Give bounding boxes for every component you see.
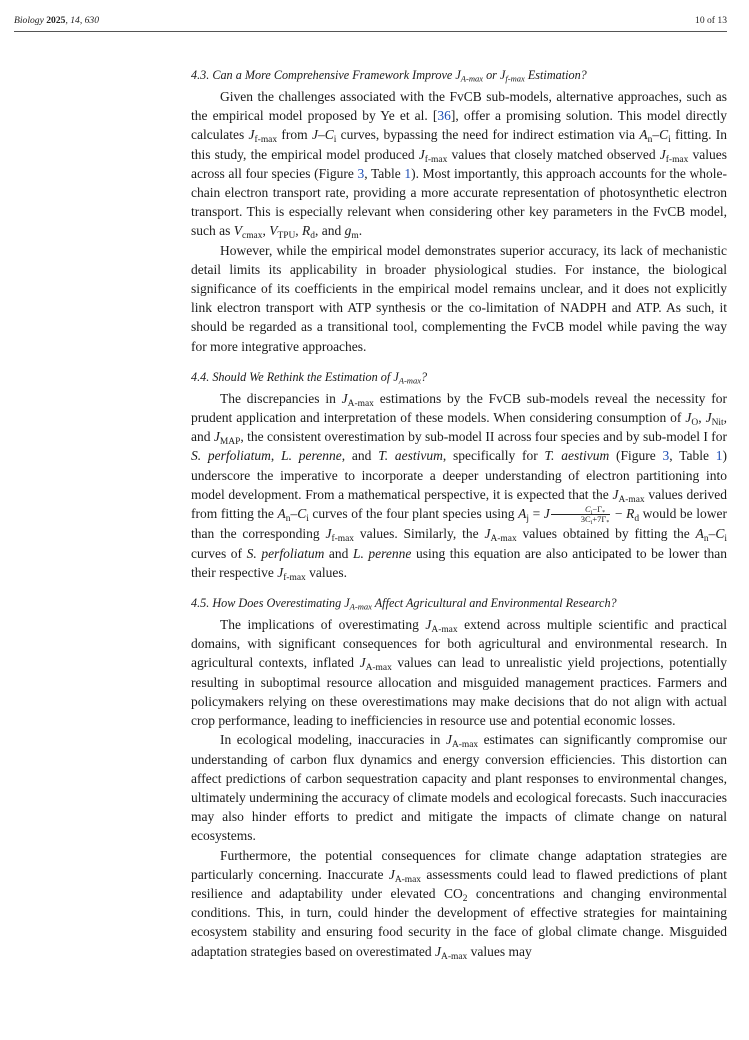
header-rule (14, 31, 727, 32)
table-link-1[interactable]: 1 (715, 448, 723, 464)
equation-fraction: $\frac{C_i-\Gamma_*}{3C_i+7\Gamma_*}$ (551, 505, 611, 524)
section-heading-4-5: 4.5. How Does Overestimating $J_{A-max}$ Affect Agricultural and Environmental Research? (191, 596, 617, 612)
paragraph: The implications of overestimating $J_{A-max}$ extend across multiple scientific and practical domains, with significant consequences for both agricultural and environmental research. In agricultural contexts, inflated $J_{A-max}$ values can lead to unrealistic yield projections, potentially resulting in suboptimal resource allocation and misguided management practices. Farmers and policymakers relying on these overestimations may make decisions that do not align with actual crop performance, leading to inefficiencies in resource use and potential economic losses. (191, 617, 727, 729)
page-number: 10 of 13 (695, 15, 727, 26)
article-body (191, 66, 727, 961)
journal-citation: Biology 2025, 14, 630 (14, 15, 100, 26)
table-link-1[interactable]: 1 (404, 165, 412, 181)
paragraph: Furthermore, the potential consequences for climate change adaptation strategies are particularly concerning. Inaccurate $J_{A-max}$ assessments could lead to flawed predictions of plant resilience and adaptability under elevated $CO_2$ concentrations and changing environmental conditions. This, in turn, could hinder the development of effective strategies for maintaining ecosystem stability and ensuring food security in the face of global climate change. Misguided adaptation strategies based on overestimated $J_{A-max}$ values may (191, 847, 728, 962)
section-heading-4-3: 4.3. Can a More Comprehensive Framework Improve $J_{A-max}$ or $J_{f-max}$ Estimation? (191, 68, 587, 84)
paragraph: The discrepancies in $J_{A-max}$ estimations by the FvCB sub-models reveal the necessity for prudent application and interpretation of these models. When considering consumption of $J_O$, $J_{Nit}$, and $J_{MAP}$, the consistent overestimation by sub-model II across four species and by sub-model I for S. perfoliatum, L. perenne, and T. aestivum, specifically for T. aestivum (Figure 3, Table 1) underscore the imperative to incorporate a deeper understanding of electron partitioning into model development. From a mathematical perspective, it is expected that the $J_{A-max}$ values derived from fitting the $A_n-C_i$ curves of the four plant species using $A_j = J$ $\frac{C_i-\Gamma_*}{3C_i+7\Gamma_*}$ − $R_d$ would be lower than the corresponding $J_{f-max}$ values. Similarly, the $J_{A-max}$ values obtained by fitting the $A_n-C_i$ curves of S. perfoliatum and L. perenne using this equation are also anticipated to be lower than their respective $J_{f-max}$ values. (191, 390, 728, 583)
section-heading-4-4: 4.4. Should We Rethink the Estimation of $J_{A-max}$? (191, 369, 428, 386)
figure-link-3[interactable]: 3 (357, 165, 365, 181)
paragraph: Given the challenges associated with the FvCB sub-models, alternative approaches, such as the empirical model proposed by Ye et al. [36], offer a promising solution. This model directly calculates $J_{f-max}$ from $J-C_i$ curves, bypassing the need for indirect estimation via $A_n-C_i$ fitting. In this study, the empirical model produced $J_{f-max}$ values that closely matched observed $J_{f-max}$ values across all four species (Figure 3, Table 1). Most importantly, this approach accounts for the whole-chain electron transport rate, providing a more accurate representation of photosynthetic electron transport. This is especially relevant when considering other key parameters in the FvCB model, such as $V_{cmax}$, $V_{TPU}$, $R_d$, and $g_m$. (191, 89, 728, 242)
running-head (14, 15, 727, 26)
equation-aj: $A_j = J$ $\frac{C_i-\Gamma_*}{3C_i+7\Gamma_*}$ − $R_d$ (518, 504, 640, 527)
citation-link-36[interactable]: 36 (437, 108, 451, 124)
paragraph: However, while the empirical model demonstrates superior accuracy, its lack of mechanistic detail limits its applicability in broader physiological studies. For instance, the biological significance of its coefficients in the empirical model remains unclear, and it does not explicitly link electron transport with ATP synthesis or the co-limitation of NADPH and ATP. As such, it should be regarded as a transitional tool, complementing the FvCB model while paving the way for more integrative approaches. (191, 242, 727, 354)
figure-link-3[interactable]: 3 (662, 448, 670, 464)
paragraph: In ecological modeling, inaccuracies in $J_{A-max}$ estimates can significantly compromise our understanding of carbon flux dynamics and energy conversion efficiencies. This distortion can affect predictions of carbon sequestration capacity and plant responses to environmental changes, ultimately undermining the accuracy of climate models and ecological forecasts. Such inaccuracies may also hinder efforts to predict and mitigate the impacts of climate change on natural ecosystems. (191, 732, 727, 844)
